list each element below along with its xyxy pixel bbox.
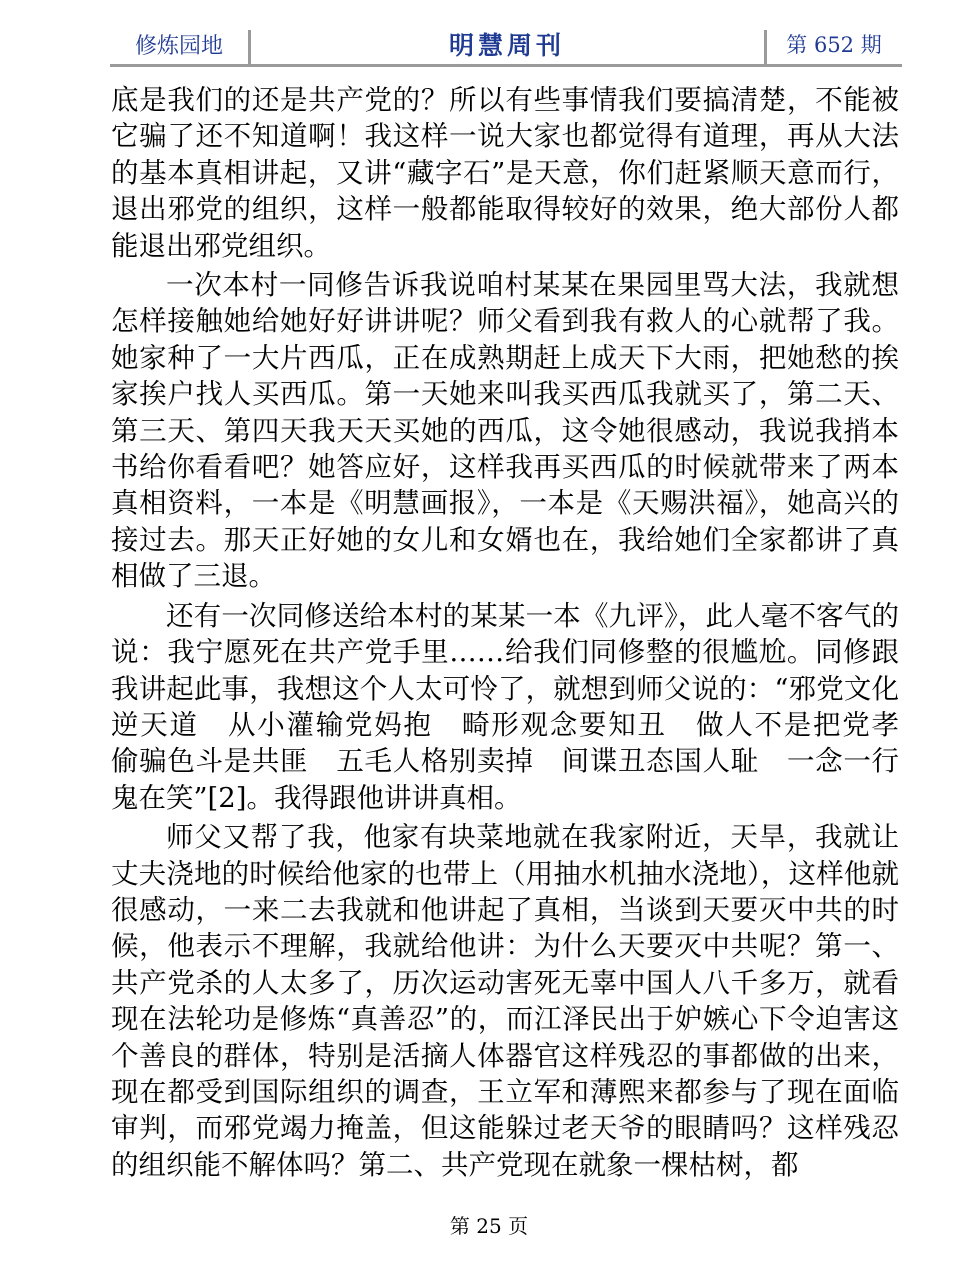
paragraph: 一次本村一同修告诉我说咱村某某在果园里骂大法，我就想怎样接触她给她好好讲讲呢？师父看到我有救人的心就帮了我。她家种了一大片西瓜，正在成熟期赶上成天下大雨，把她愁的挨家挨户找人买西瓜。第一天她来叫我买西瓜我就买了，第二天、第三天、第四天我天天买她的西瓜，这令她很感动，我说我捎本书给你看看吧？她答应好，这样我再买西瓜的时候就带来了两本真相资料，一本是《明慧画报》，一本是《天赐洪福》，她高兴的接过去。那天正好她的女儿和女婿也在，我给她们全家都讲了真相做了三退。 — [111, 269, 899, 593]
paragraph: 师父又帮了我，他家有块菜地就在我家附近，天旱，我就让丈夫浇地的时候给他家的也带上（用抽水机抽水浇地），这样他就很感动，一来二去我就和他讲起了真相，当谈到天要灭中共的时候，他表示不理解，我就给他讲：为什么天要灭中共呢？第一、共产党杀的人太多了，历次运动害死无辜中国人八千多万，就看现在法轮功是修炼“真善忍”的，而江泽民出于妒嫉心下令迫害这个善良的群体，特别是活摘人体器官这样残忍的事都做的出来，现在都受到国际组织的调查，王立军和薄熙来都参与了现在面临审判，而邪党竭力掩盖，但这能躲过老天爷的眼睛吗？这样残忍的组织能不解体吗？第二、共产党现在就象一棵枯树，都 — [111, 821, 899, 1181]
header-rule — [110, 64, 902, 67]
page-number: 第 25 页 — [449, 1214, 529, 1238]
paragraph: 底是我们的还是共产党的？所以有些事情我们要搞清楚，不能被它骗了还不知道啊！我这样一说大家也都觉得有道理，再从大法的基本真相讲起，又讲“藏字石”是天意，你们赶紧顺天意而行，退出邪党的组织，这样一般都能取得较好的效果，绝大部份人都能退出邪党组织。 — [111, 84, 899, 262]
header-section-name: 修炼园地 — [134, 33, 223, 59]
page-header — [110, 24, 902, 68]
header-publication-title: 明慧周刊 — [448, 31, 565, 60]
header-issue-number: 第 652 期 — [786, 33, 882, 57]
article-body — [111, 82, 927, 1186]
paragraph: 还有一次同修送给本村的某某一本《九评》，此人毫不客气的说：我宁愿死在共产党手里……给我们同修整的很尴尬。同修跟我讲起此事，我想这个人太可怜了，就想到师父说的：“邪党文化逆天道 从小灌输党妈抱 畸形观念要知丑 做人不是把党孝 偷骗色斗是共匪 五毛人格别卖掉 间谍丑态国人耻 一念一行鬼在笑”[2]。我得跟他讲讲真相。 — [111, 599, 927, 814]
